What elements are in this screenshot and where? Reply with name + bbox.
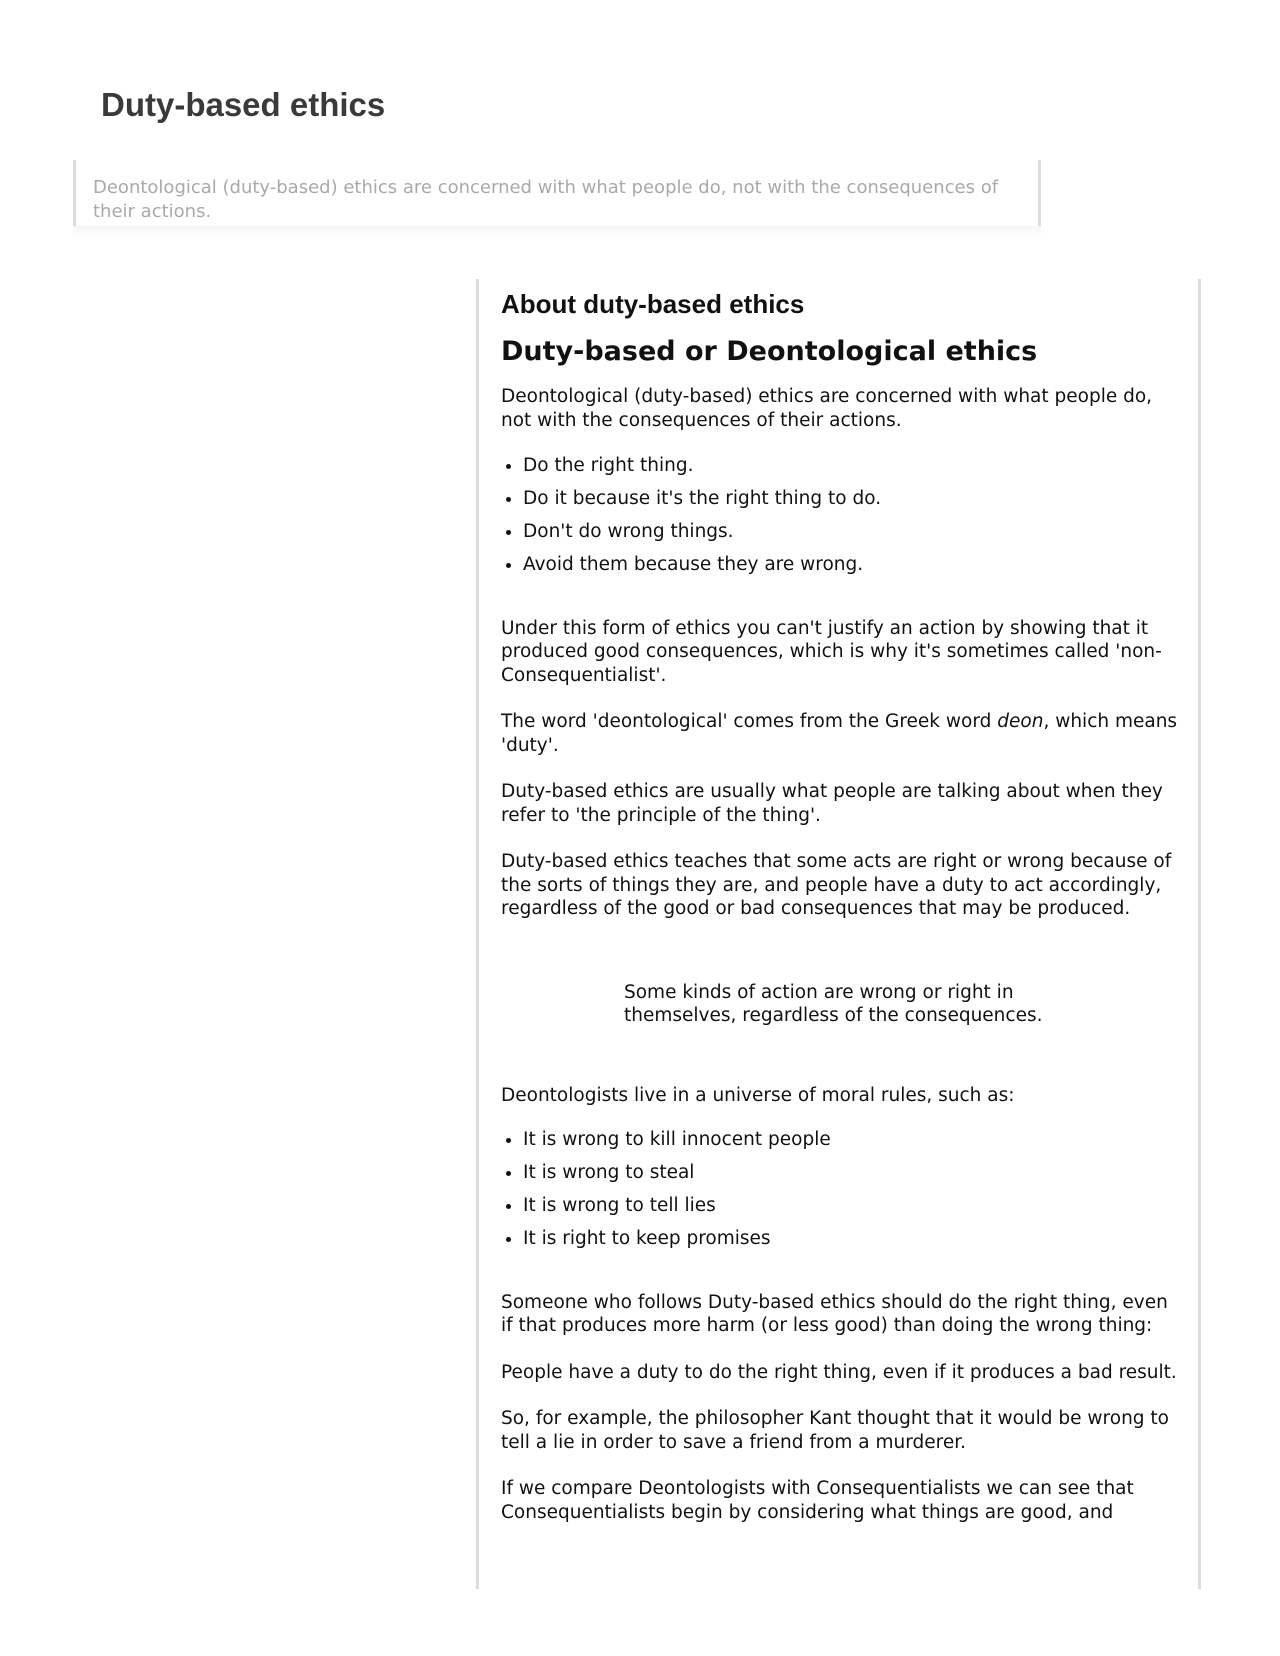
list-item: • Do the right thing. (523, 454, 1178, 478)
paragraph-word-origin (501, 710, 1178, 757)
paragraph-duty: People have a duty to do the right thing, even if it produces a bad result. (501, 1361, 1177, 1383)
paragraph-non-consequentialist: Under this form of ethics you can't justify an action by showing that it produced good consequences, which is why it's sometimes called 'non-Consequentialist'. (501, 617, 1162, 686)
summary-text: Deontological (duty-based) ethics are concerned with what people do, not with the consequences of their actions. (93, 177, 999, 222)
paragraph-teaches: Duty-based ethics teaches that some acts are right or wrong because of the sorts of things they are, and people have a duty to act accordingly, regardless of the good or bad consequences that may be produced. (501, 851, 1172, 919)
page-title: Duty-based ethics (101, 86, 386, 123)
intro-paragraph: Deontological (duty-based) ethics are concerned with what people do, not with the consequences of their actions. (501, 386, 1153, 431)
word-origin-text: The word 'deontological' comes from the Greek word (501, 711, 998, 732)
article-body (476, 279, 1201, 1589)
list-item: • It is right to keep promises (523, 1227, 1178, 1251)
paragraph-rules-intro: Deontologists live in a universe of moral rules, such as: (501, 1084, 1015, 1106)
article-heading: About duty-based ethics (501, 289, 805, 319)
paragraph-compare: If we compare Deontologists with Consequentialists we can see that Consequentialists begin by considering what things are good, and (501, 1478, 1134, 1523)
paragraph-principle: Duty-based ethics are usually what people are talking about when they refer to 'the principle of the thing'. (501, 781, 1163, 826)
pull-quote: Some kinds of action are wrong or right in themselves, regardless of the consequences. (624, 981, 1043, 1026)
greek-term: deon (997, 711, 1044, 732)
list-item: • Avoid them because they are wrong. (523, 553, 1178, 577)
paragraph-kant: So, for example, the philosopher Kant thought that it would be wrong to tell a lie in order to save a friend from a murderer. (501, 1408, 1169, 1453)
word-origin-text-end: , which means 'duty'. (501, 711, 1178, 756)
summary-divider (73, 226, 1041, 240)
list-item: • Don't do wrong things. (523, 520, 1178, 544)
summary-box (73, 160, 1041, 226)
list-item: • It is wrong to steal (523, 1161, 1178, 1185)
list-item: • It is wrong to tell lies (523, 1194, 1178, 1218)
paragraph-follower: Someone who follows Duty-based ethics should do the right thing, even if that produces more harm (or less good) than doing the wrong thing: (501, 1291, 1168, 1336)
principles-list (501, 454, 1178, 577)
moral-rules-list (501, 1128, 1178, 1251)
section-heading: Duty-based or Deontological ethics (501, 336, 1038, 367)
list-item: • Do it because it's the right thing to do. (523, 487, 1178, 511)
list-item: • It is wrong to kill innocent people (523, 1128, 1178, 1152)
